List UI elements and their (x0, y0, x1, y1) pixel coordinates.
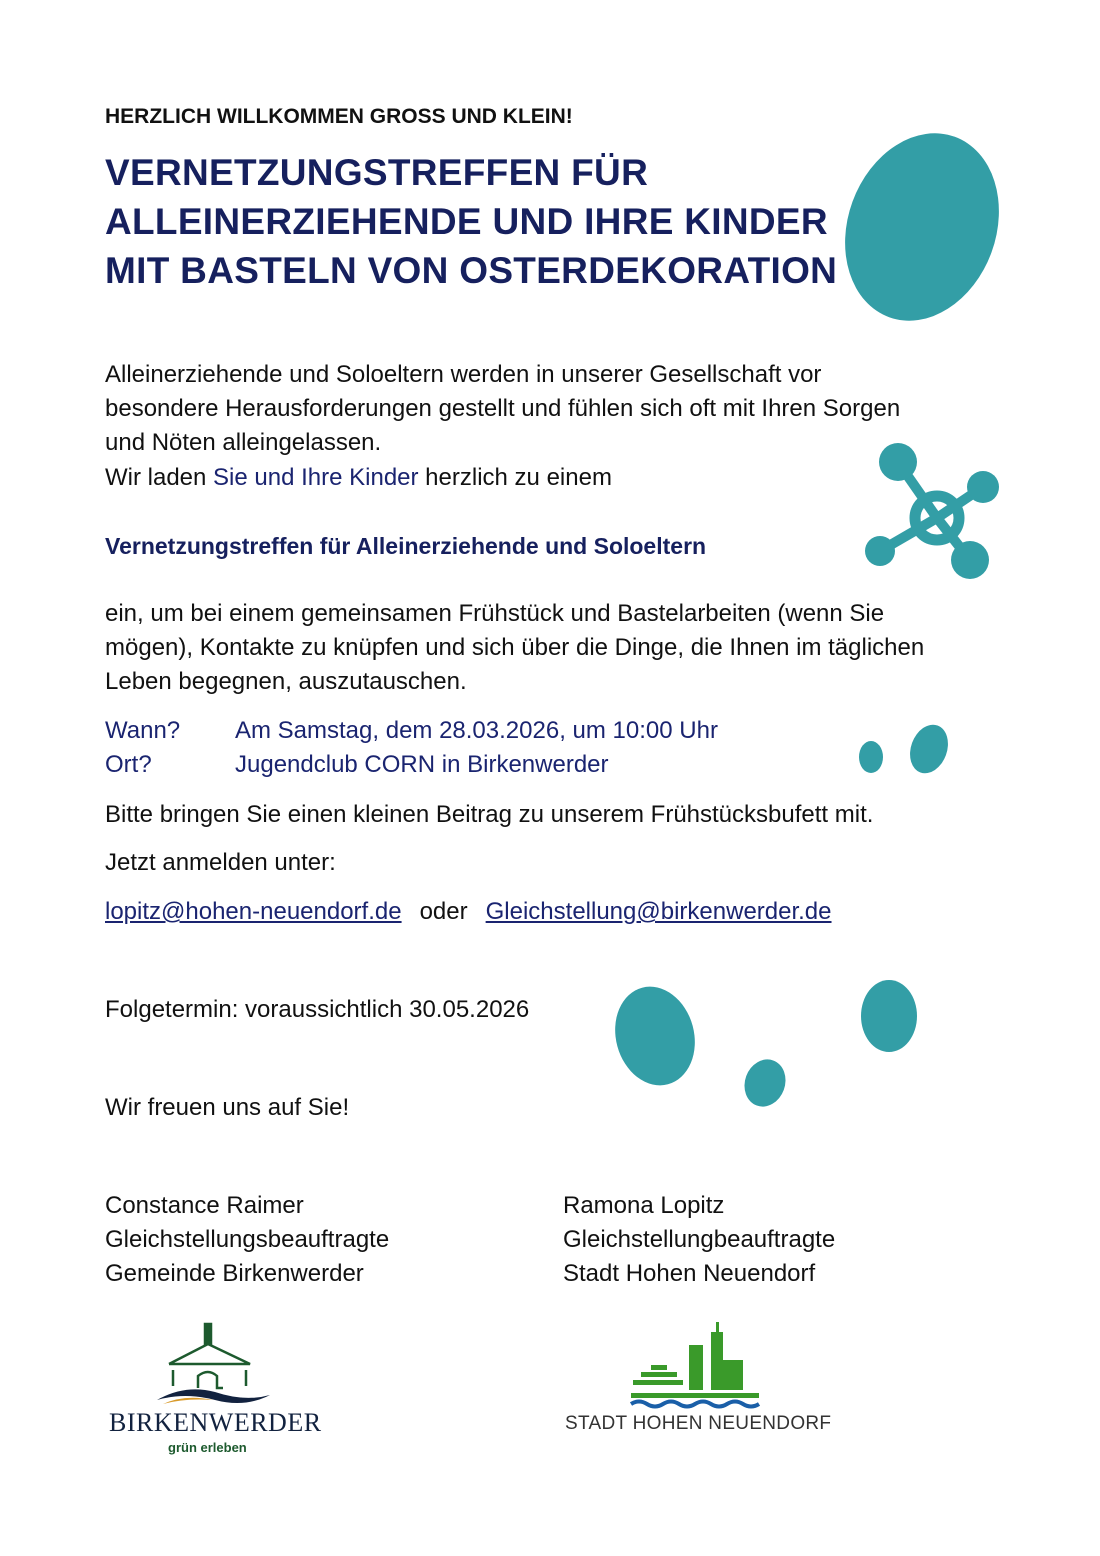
kicker: HERZLICH WILLKOMMEN GROSS UND KLEIN! (105, 105, 573, 128)
or-text: oder (419, 898, 468, 925)
signer-role: Gleichstellungsbeauftragte (105, 1226, 390, 1253)
signer-org: Gemeinde Birkenwerder (105, 1260, 364, 1287)
title-line: MIT BASTELN VON OSTERDEKORATION (105, 250, 838, 291)
invite-post: herzlich zu einem (418, 464, 612, 491)
church-icon (105, 1312, 315, 1407)
network-icon (865, 443, 999, 579)
body-line: ein, um bei einem gemeinsamen Frühstück und Bastelarbeiten (wenn Sie (105, 600, 885, 627)
title-line: VERNETZUNGSTREFFEN FÜR (105, 152, 649, 193)
dot (604, 978, 705, 1095)
body-line: mögen), Kontakte zu knüpfen und sich über die Dinge, die Ihnen im täglichen (105, 634, 925, 661)
signer-role: Gleichstellungbeauftragte (563, 1226, 836, 1253)
dot (904, 719, 955, 778)
signer-org: Stadt Hohen Neuendorf (563, 1260, 816, 1287)
invite-highlight: Sie und Ihre Kinder (213, 464, 419, 491)
bring-note: Bitte bringen Sie einen kleinen Beitrag zu unserem Frühstücksbufett mit. (105, 801, 874, 828)
where-label: Ort? (105, 751, 152, 778)
email-link-lopitz[interactable]: lopitz@hohen-neuendorf.de (105, 898, 402, 925)
dot (861, 980, 917, 1052)
when-label: Wann? (105, 717, 181, 744)
town-skyline-icon (563, 1320, 833, 1410)
dot (738, 1054, 792, 1113)
signer-name: Ramona Lopitz (563, 1192, 725, 1219)
followup: Folgetermin: voraussichtlich 30.05.2026 (105, 996, 530, 1023)
title-line: ALLEINERZIEHENDE UND IHRE KINDER (105, 201, 828, 242)
intro-line: besondere Herausforderungen gestellt und fühlen sich oft mit Ihren Sorgen (105, 395, 901, 422)
body-line: Leben begegnen, auszutauschen. (105, 668, 467, 695)
birkenwerder-wordmark: BIRKENWERDER (109, 1408, 322, 1437)
register-label: Jetzt anmelden unter: (105, 849, 336, 876)
intro-line: Alleinerziehende und Soloeltern werden in unserer Gesellschaft vor (105, 361, 822, 388)
intro-line: und Nöten alleingelassen. (105, 429, 382, 456)
hohen-neuendorf-wordmark: STADT HOHEN NEUENDORF (565, 1413, 832, 1434)
egg-shape (820, 111, 1025, 342)
where-value: Jugendclub CORN in Birkenwerder (235, 751, 609, 778)
invite-pre: Wir laden (105, 464, 214, 491)
invite-line (105, 461, 612, 495)
birkenwerder-tagline: grün erleben (168, 1440, 247, 1455)
when-value: Am Samstag, dem 28.03.2026, um 10:00 Uhr (235, 717, 718, 744)
email-link-gleichstellung[interactable]: Gleichstellung@birkenwerder.de (485, 898, 832, 925)
birkenwerder-logo (105, 1312, 322, 1462)
subtitle: Vernetzungstreffen für Alleinerziehende und Soloeltern (105, 533, 707, 559)
signer-name: Constance Raimer (105, 1192, 304, 1219)
hohen-neuendorf-logo (563, 1320, 833, 1434)
closing: Wir freuen uns auf Sie! (105, 1094, 350, 1121)
contact-line (105, 895, 832, 929)
dot (859, 741, 883, 773)
